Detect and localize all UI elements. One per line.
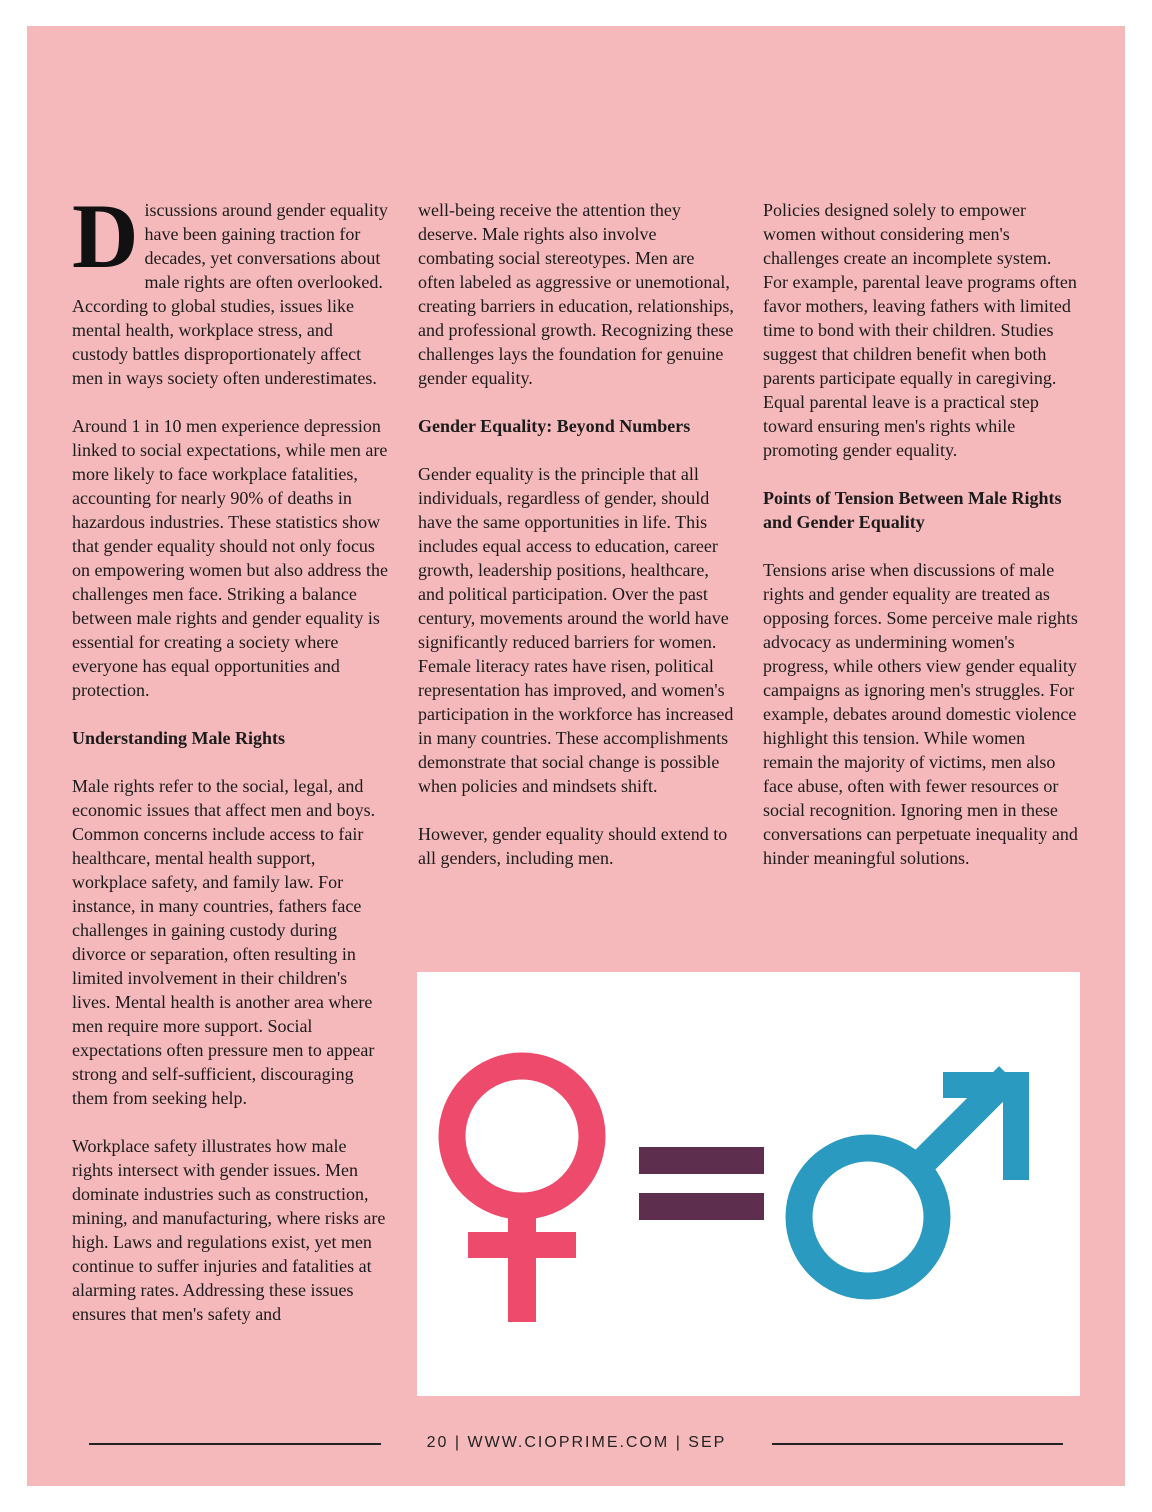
paragraph: Workplace safety illustrates how male rights intersect with gender issues. Men dominate industries such as construction, mining, and manufacturing, where risks are high. Laws and regulations exist, yet men continue to suffer injuries and fatalities at alarming rates. Addressing these issues ensures that men's safety and: [72, 1136, 386, 1324]
paragraph: Tensions arise when discussions of male rights and gender equality are treated as opposing forces. Some perceive male rights advocacy as undermining women's progress, while others view gender equality campaigns as ignoring men's struggles. For example, debates around domestic violence highlight this tension. While women remain the majority of victims, men also face abuse, often with fewer resources or social recognition. Ignoring men in these conversations can perpetuate inequality and hinder meaningful solutions.: [763, 560, 1078, 868]
paragraph: Gender equality is the principle that all individuals, regardless of gender, should have the same opportunities in life. This includes equal access to education, career growth, leadership positions, healthcare, and political participation. Over the past century, movements around the world have significantly reduced barriers for women. Female literacy rates have risen, political representation has improved, and women's participation in the workforce has increased in many countries. These accomplishments demonstrate that social change is possible when policies and mindsets shift.: [418, 464, 734, 796]
article-column-1: [72, 185, 388, 1350]
footer-text: 20 | WWW.CIOPRIME.COM | SEP: [426, 1434, 727, 1451]
footer-rule-left: [89, 1443, 381, 1445]
section-heading: Understanding Male Rights: [72, 728, 286, 748]
paragraph: However, gender equality should extend to all genders, including men.: [418, 824, 728, 868]
paragraph: well-being receive the attention they deserve. Male rights also involve combating social stereotypes. Men are often labeled as aggressive or unemotional, creating barriers in education, relationships, and professional growth. Recognizing these challenges lays the foundation for genuine gender equality.: [418, 200, 734, 388]
gender-equality-image: [417, 972, 1080, 1396]
paragraph: Policies designed solely to empower women without considering men's challenges create an incomplete system. For example, parental leave programs often favor mothers, leaving fathers with limited time to bond with their children. Studies suggest that children benefit when both parents participate equally in caregiving. Equal parental leave is a practical step toward ensuring men's rights while promoting gender equality.: [763, 200, 1077, 460]
paragraph: Around 1 in 10 men experience depression linked to social expectations, while men are more likely to face workplace fatalities, accounting for nearly 90% of deaths in hazardous industries. These statistics show that gender equality should not only focus on empowering women but also address the challenges men face. Striking a balance between male rights and gender equality is essential for creating a society where everyone has equal opportunities and protection.: [72, 416, 388, 700]
paragraph: Male rights refer to the social, legal, and economic issues that affect men and boys. Common concerns include access to fair healthcare, mental health support, workplace safety, and family law. For instance, in many countries, fathers face challenges in gaining custody during divorce or separation, often resulting in limited involvement in their children's lives. Mental health is another area where men require more support. Social expectations often pressure men to appear strong and self-sufficient, discouraging them from seeking help.: [72, 776, 376, 1108]
section-heading: Gender Equality: Beyond Numbers: [418, 416, 691, 436]
drop-cap: D: [72, 185, 139, 287]
article-column-3: [763, 198, 1079, 894]
intro-text: iscussions around gender equality have been gaining traction for decades, yet conversations about male rights are often overlooked. According to global studies, issues like mental health, workplace stress, and custody battles disproportionately affect men in ways society often underestimates.: [72, 200, 388, 388]
article-column-2: [418, 198, 734, 894]
section-heading: Points of Tension Between Male Rights and Gender Equality: [763, 488, 1062, 532]
magazine-page: [27, 26, 1125, 1486]
intro-paragraph: [72, 185, 388, 390]
page-footer: [27, 1431, 1125, 1455]
gender-equality-illustration: [417, 972, 1080, 1396]
footer-rule-right: [772, 1443, 1063, 1445]
